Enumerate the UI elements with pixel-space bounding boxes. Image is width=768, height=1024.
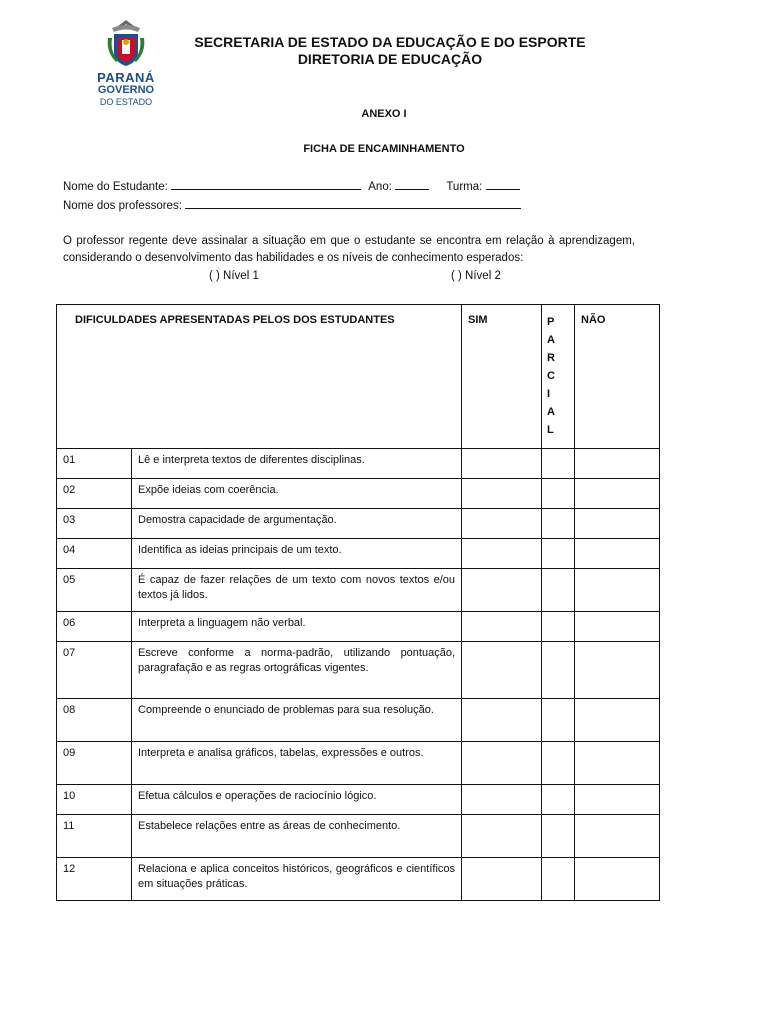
- table-row: [57, 612, 660, 642]
- nao-cell[interactable]: [575, 479, 660, 509]
- row-description: Relaciona e aplica conceitos históricos, geográficos e científicos em situações práticas.: [132, 858, 462, 901]
- parcial-cell[interactable]: [542, 785, 575, 815]
- row-description: É capaz de fazer relações de um texto com novos textos e/ou textos já lidos.: [132, 569, 462, 612]
- instruction-paragraph: O professor regente deve assinalar a situação em que o estudante se encontra em relação à aprendizagem, considerando o desenvolvimento das habilidades e os níveis de conhecimento esperados:: [63, 235, 635, 264]
- year-field[interactable]: [395, 178, 429, 190]
- parcial-letter: C: [547, 370, 555, 382]
- parcial-cell[interactable]: [542, 449, 575, 479]
- teachers-field[interactable]: [185, 197, 521, 209]
- parcial-cell[interactable]: [542, 742, 575, 785]
- row-number: 01: [57, 449, 132, 479]
- table-row: [57, 785, 660, 815]
- nao-cell[interactable]: [575, 642, 660, 699]
- parcial-letter: I: [547, 388, 551, 400]
- table-row: [57, 509, 660, 539]
- parcial-cell[interactable]: [542, 509, 575, 539]
- table-row: [57, 742, 660, 785]
- annex-title: ANEXO I: [361, 108, 407, 120]
- parcial-cell[interactable]: [542, 479, 575, 509]
- row-description: Lê e interpreta textos de diferentes disciplinas.: [132, 449, 462, 479]
- parcial-cell[interactable]: [542, 858, 575, 901]
- table-header-row: [57, 305, 660, 449]
- table-row: [57, 449, 660, 479]
- sim-cell[interactable]: [462, 699, 542, 742]
- logo-do-estado-text: DO ESTADO: [99, 97, 153, 107]
- sim-cell[interactable]: [462, 569, 542, 612]
- year-label: Ano:: [368, 181, 392, 193]
- nao-cell[interactable]: [575, 569, 660, 612]
- nao-cell[interactable]: [575, 449, 660, 479]
- sim-cell[interactable]: [462, 539, 542, 569]
- sim-cell[interactable]: [462, 612, 542, 642]
- nao-cell[interactable]: [575, 785, 660, 815]
- sim-cell[interactable]: [462, 642, 542, 699]
- logo-parana-text: PARANÁ: [97, 70, 155, 85]
- parcial-letter: P: [547, 316, 555, 328]
- parcial-letter: A: [547, 334, 555, 346]
- parcial-cell[interactable]: [542, 569, 575, 612]
- nao-cell[interactable]: [575, 509, 660, 539]
- student-name-field[interactable]: [171, 178, 361, 190]
- nao-cell[interactable]: [575, 742, 660, 785]
- secretaria-heading: SECRETARIA DE ESTADO DA EDUCAÇÃO E DO ESPORTE: [194, 34, 586, 50]
- table-row: [57, 539, 660, 569]
- coat-of-arms-icon: [100, 18, 152, 68]
- parana-government-logo: [86, 18, 166, 107]
- nao-cell[interactable]: [575, 858, 660, 901]
- sim-cell[interactable]: [462, 815, 542, 858]
- table-row: [57, 699, 660, 742]
- row-number: 03: [57, 509, 132, 539]
- nao-cell[interactable]: [575, 699, 660, 742]
- level-2-option[interactable]: ( ) Nível 2: [451, 270, 501, 282]
- table-header-title: DIFICULDADES APRESENTADAS PELOS DOS ESTUDANTES: [57, 305, 462, 449]
- row-number: 05: [57, 569, 132, 612]
- row-number: 10: [57, 785, 132, 815]
- student-name-label: Nome do Estudante:: [63, 181, 168, 193]
- row-number: 07: [57, 642, 132, 699]
- row-number: 08: [57, 699, 132, 742]
- row-number: 06: [57, 612, 132, 642]
- nao-cell[interactable]: [575, 612, 660, 642]
- table-row: [57, 479, 660, 509]
- row-number: 04: [57, 539, 132, 569]
- sim-cell[interactable]: [462, 449, 542, 479]
- row-description: Expõe ideias com coerência.: [132, 479, 462, 509]
- parcial-letter: A: [547, 406, 555, 418]
- row-description: Efetua cálculos e operações de raciocínio lógico.: [132, 785, 462, 815]
- teachers-label: Nome dos professores:: [63, 200, 182, 212]
- difficulties-table: [56, 304, 660, 901]
- row-number: 09: [57, 742, 132, 785]
- column-header-parcial: [542, 305, 575, 449]
- sim-cell[interactable]: [462, 509, 542, 539]
- nao-cell[interactable]: [575, 815, 660, 858]
- column-header-nao: NÃO: [575, 305, 660, 449]
- row-description: Demostra capacidade de argumentação.: [132, 509, 462, 539]
- table-row: [57, 569, 660, 612]
- row-number: 02: [57, 479, 132, 509]
- table-row: [57, 815, 660, 858]
- diretoria-heading: DIRETORIA DE EDUCAÇÃO: [297, 51, 483, 67]
- table-row: [57, 642, 660, 699]
- student-info-line: [63, 178, 520, 193]
- row-description: Compreende o enunciado de problemas para sua resolução.: [132, 699, 462, 742]
- parcial-cell[interactable]: [542, 539, 575, 569]
- parcial-cell[interactable]: [542, 699, 575, 742]
- parcial-letter: R: [547, 352, 555, 364]
- row-description: Estabelece relações entre as áreas de conhecimento.: [132, 815, 462, 858]
- parcial-cell[interactable]: [542, 815, 575, 858]
- level-1-option[interactable]: ( ) Nível 1: [209, 270, 259, 282]
- parcial-cell[interactable]: [542, 642, 575, 699]
- column-header-sim: SIM: [462, 305, 542, 449]
- sim-cell[interactable]: [462, 742, 542, 785]
- teachers-line: [63, 197, 521, 212]
- class-label: Turma:: [446, 181, 483, 193]
- row-description: Interpreta e analisa gráficos, tabelas, expressões e outros.: [132, 742, 462, 785]
- parcial-letter: L: [547, 424, 554, 436]
- row-description: Identifica as ideias principais de um texto.: [132, 539, 462, 569]
- sim-cell[interactable]: [462, 479, 542, 509]
- logo-governo-text: GOVERNO: [97, 84, 155, 96]
- form-title: FICHA DE ENCAMINHAMENTO: [303, 143, 465, 155]
- sim-cell[interactable]: [462, 858, 542, 901]
- table-row: [57, 858, 660, 901]
- nao-cell[interactable]: [575, 539, 660, 569]
- row-description: Interpreta a linguagem não verbal.: [132, 612, 462, 642]
- row-number: 11: [57, 815, 132, 858]
- class-field[interactable]: [486, 178, 520, 190]
- parcial-cell[interactable]: [542, 612, 575, 642]
- row-number: 12: [57, 858, 132, 901]
- sim-cell[interactable]: [462, 785, 542, 815]
- row-description: Escreve conforme a norma-padrão, utilizando pontuação, paragrafação e as regras ortográficas vigentes.: [132, 642, 462, 699]
